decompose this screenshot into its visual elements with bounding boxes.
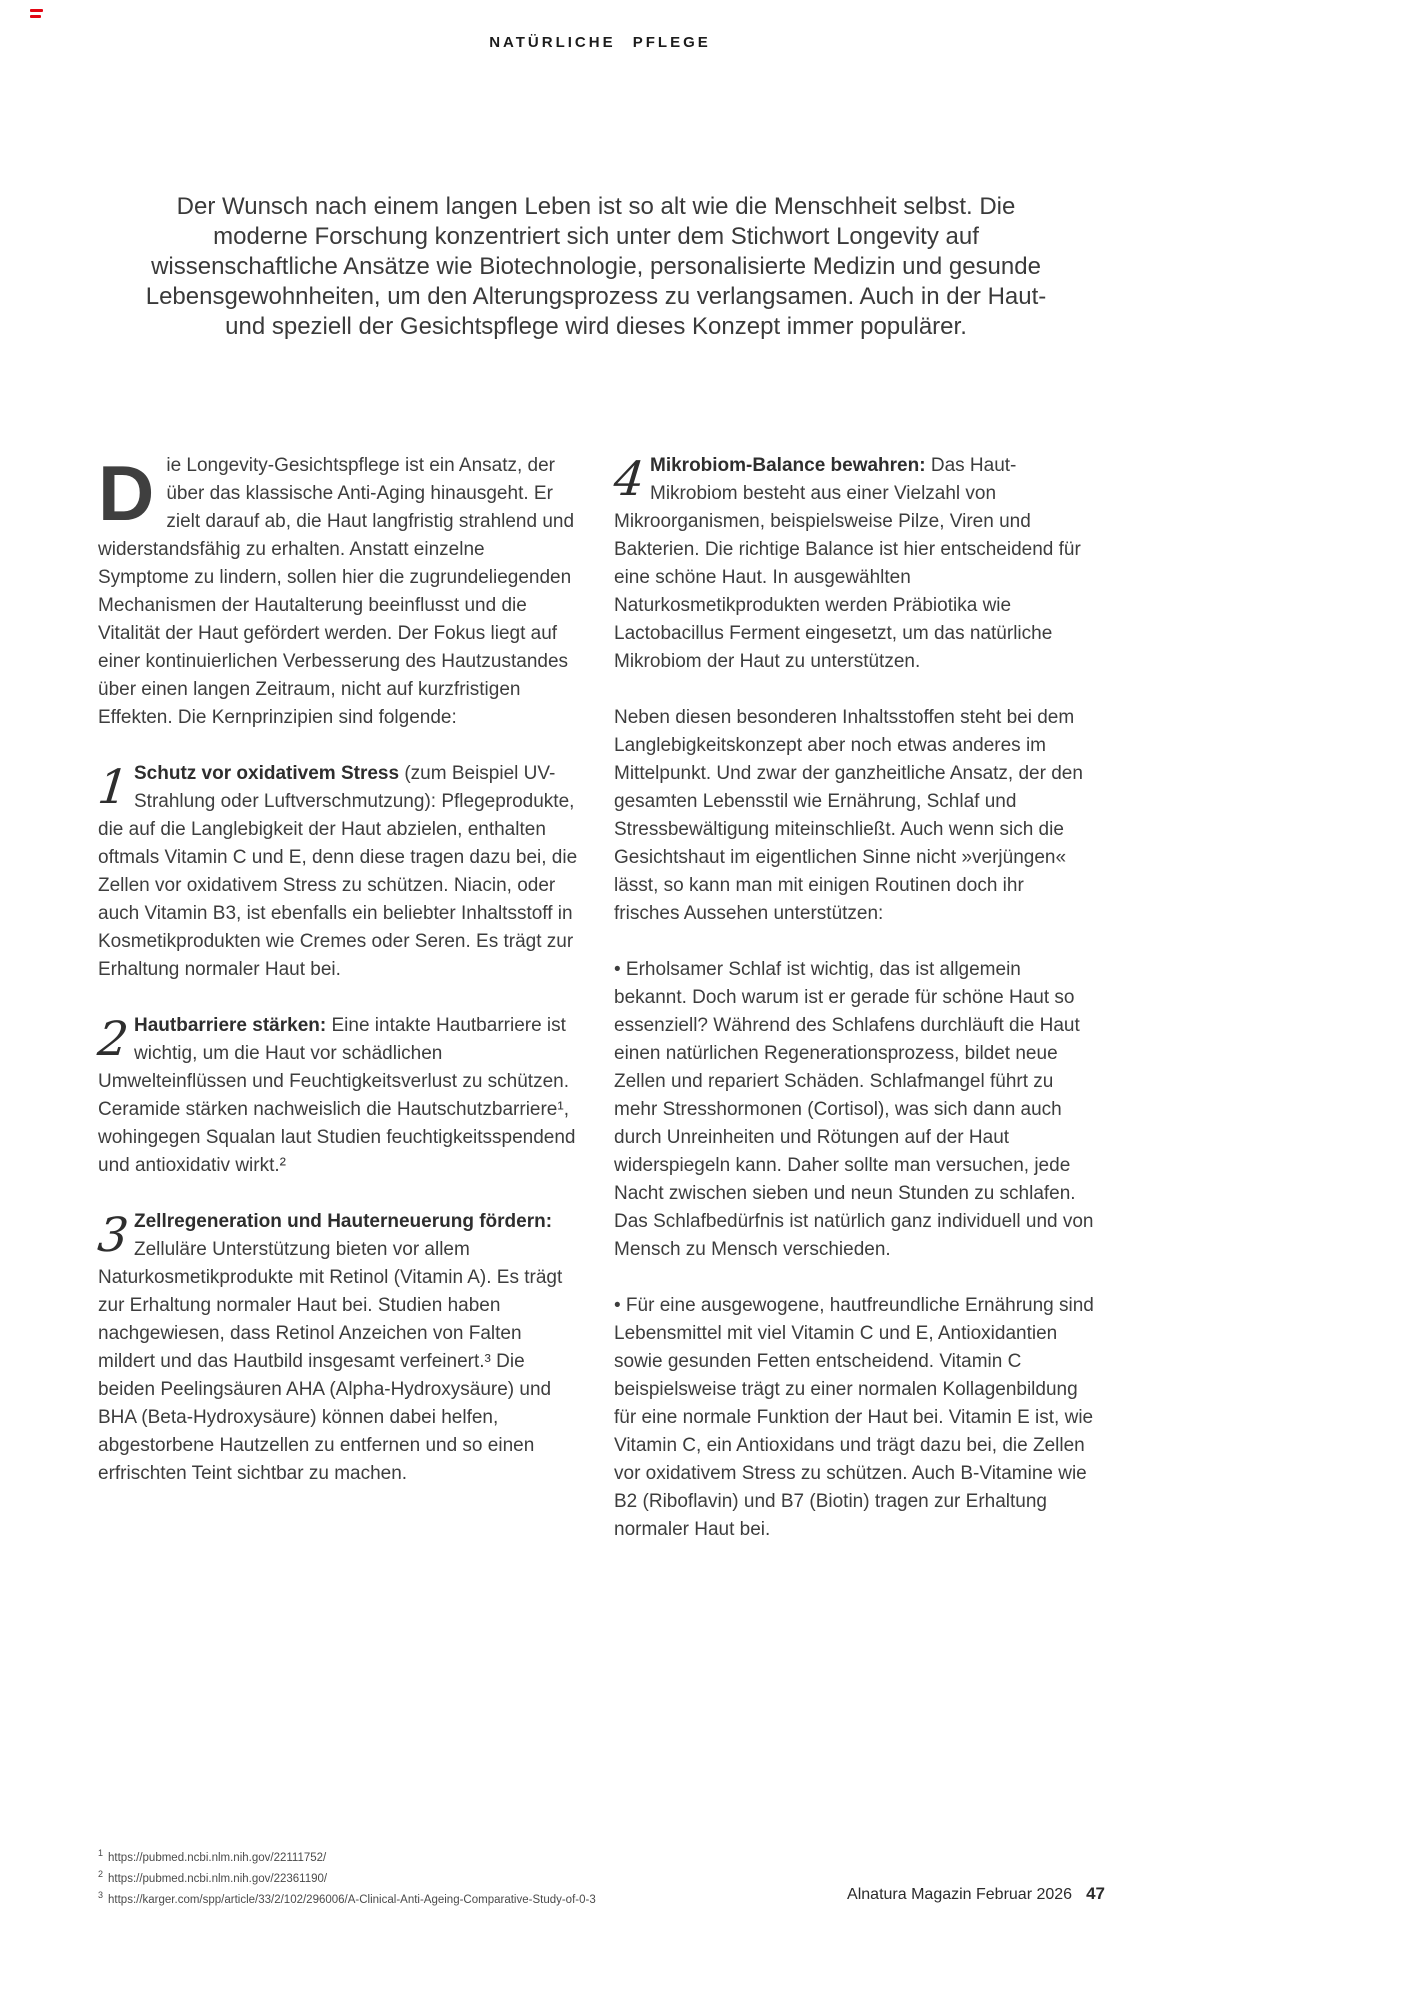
page-footer — [95, 1884, 1105, 1904]
principle-title-1: Schutz vor oxidativem Stress — [134, 763, 400, 784]
left-column — [95, 449, 578, 1544]
footer-page-number: 47 — [1086, 1884, 1105, 1903]
article-columns — [95, 449, 1094, 1544]
bullet-nutrition: • Für eine ausgewogene, hautfreundliche Ernährung sind Lebensmittel mit viel Vitamin C und E, Antioxidantien sowie gesunden Fetten entscheidend. Vitamin C beispielsweise trägt zu einer normalen Kollagenbildung für eine normale Funktion der Haut bei. Vitamin E ist, wie Vitamin C, ein Antioxidans und trägt dazu bei, die Zellen vor oxidativem Stress zu schützen. Auch B-Vitamine wie B2 (Riboflavin) und B7 (Biotin) tragen zur Erhaltung normaler Haut bei. — [614, 1295, 1094, 1540]
holistic-paragraph: Neben diesen besonderen Inhaltsstoffen steht bei dem Langlebigkeitskonzept aber noch etwas anderes im Mittelpunkt. Und zwar der ganzheitliche Ansatz, der den gesamten Lebensstil wie Ernährung, Schlaf und Stressbewältigung miteinschließt. Auch wenn sich die Gesichtshaut im eigentlichen Sinne nicht »verjüngen« lässt, so kann man mit einigen Routinen doch ihr frisches Aussehen unterstützen: — [614, 707, 1083, 924]
footnote-url-1: https://pubmed.ncbi.nlm.nih.gov/22111752/ — [108, 1851, 327, 1864]
footnote-marker-1: 1 — [98, 1848, 104, 1858]
principle-number-1: 1 — [95, 760, 131, 815]
principle-item-1 — [95, 760, 578, 984]
principle-body-2: Eine intakte Hautbarriere ist wichtig, um die Haut vor schädlichen Umwelteinflüssen und Feuchtigkeitsverlust zu schützen. Ceramide stärken nachweislich die Hautschutzbarriere¹, wohingegen Squalan laut Studien feuchtigkeitsspendend und antioxidativ wirkt.² — [98, 1015, 576, 1176]
footer-magazine-label: Alnatura Magazin Februar 2026 — [847, 1886, 1073, 1903]
lead-paragraph — [98, 449, 578, 732]
bullet-sleep: • Erholsamer Schlaf ist wichtig, das ist allgemein bekannt. Doch warum ist er gerade für schöne Haut so essenziell? Während des Schlafens durchläuft die Haut einen natürlichen Regenerationsprozess, bildet neue Zellen und repariert Schäden. Schlafmangel führt zu mehr Stresshormonen (Cortisol), was sich dann auch durch Unreinheiten und Rötungen auf der Haut widerspiegeln kann. Daher sollte man versuchen, jede Nacht zwischen sieben und neun Stunden zu schlafen. Das Schlafbedürfnis ist natürlich ganz individuell und von Mensch zu Mensch verschieden. — [614, 959, 1094, 1260]
principle-item-2 — [95, 1012, 578, 1180]
principle-body-4: Das Haut-Mikrobiom besteht aus einer Vielzahl von Mikroorganismen, beispielsweise Pilze, Viren und Bakterien. Die richtige Balance ist hier entscheidend für eine schöne Haut. In ausgewählten Naturkosmetikprodukten werden Präbiotika wie Lactobacillus Ferment eingesetzt, um das natürliche Mikrobiom der Haut zu unterstützen. — [614, 455, 1081, 672]
principle-item-4 — [611, 452, 1094, 676]
brand-mark-icon — [30, 9, 43, 18]
footnote-url-3: https://karger.com/spp/article/33/2/102/296006/A-Clinical-Anti-Ageing-Comparative-Study-of-0-3 — [108, 1893, 596, 1906]
principle-title-3: Zellregeneration und Hauterneuerung fördern: — [134, 1211, 553, 1232]
intro-deck: Der Wunsch nach einem langen Leben ist so alt wie die Menschheit selbst. Die moderne Forschung konzentriert sich unter dem Stichwort Longevity auf wissenschaftliche Ansätze wie Biotechnologie, personalisierte Medizin und gesunde Lebensgewohnheiten, um den Alterungsprozess zu verlangsamen. Auch in der Haut- und speziell der Gesichtspflege wird dieses Konzept immer populärer. — [145, 193, 1047, 340]
lead-text: ie Longevity-Gesichtspflege ist ein Ansatz, der über das klassische Anti-Aging hinausgeht. Er zielt darauf ab, die Haut langfristig strahlend und widerstandsfähig zu erhalten. Anstatt einzelne Symptome zu lindern, sollen hier die zugrundeliegenden Mechanismen der Hautalterung beeinflusst und die Vitalität der Haut gefördert werden. Der Fokus liegt auf einer kontinuierlichen Verbesserung des Hautzustandes über einen langen Zeitraum, nicht auf kurzfristigen Effekten. Die Kernprinzipien sind folgende: — [98, 455, 575, 728]
footnote-marker-2: 2 — [98, 1868, 104, 1879]
section-kicker: NATÜRLICHE PFLEGE — [489, 34, 711, 51]
footnote-1 — [98, 1845, 596, 1866]
principle-item-3 — [95, 1208, 578, 1488]
right-column — [611, 452, 1094, 1544]
brand-bar-top — [30, 9, 43, 12]
principle-title-4: Mikrobiom-Balance bewahren: — [650, 455, 926, 476]
footnote-url-2: https://pubmed.ncbi.nlm.nih.gov/22361190/ — [108, 1872, 328, 1885]
principle-number-4: 4 — [611, 452, 647, 507]
principle-number-3: 3 — [95, 1208, 131, 1263]
principle-title-2: Hautbarriere stärken: — [134, 1015, 327, 1036]
principle-body-1: (zum Beispiel UV-Strahlung oder Luftverschmutzung): Pflegeprodukte, die auf die Langlebigkeit der Haut abzielen, enthalten oftmals Vitamin C und E, denn diese tragen dazu bei, die Zellen vor oxidativem Stress zu schützen. Niacin, oder auch Vitamin B3, ist ebenfalls ein beliebter Inhaltsstoff in Kosmetikprodukten wie Cremes oder Seren. Es trägt zur Erhaltung normaler Haut bei. — [98, 763, 578, 980]
footnote-marker-3: 3 — [98, 1889, 104, 1900]
dropcap-letter: D — [98, 449, 155, 537]
brand-bar-bottom — [30, 15, 41, 18]
principle-body-3: Zelluläre Unterstützung bieten vor allem Naturkosmetikprodukte mit Retinol (Vitamin A). Es trägt zur Erhaltung normaler Haut bei. Studien haben nachgewiesen, dass Retinol Anzeichen von Falten mildert und das Hautbild insgesamt verfeinert.³ Die beiden Peelingsäuren AHA (Alpha-Hydroxysäure) und BHA (Beta-Hydroxysäure) können dabei helfen, abgestorbene Hautzellen zu entfernen und so einen erfrischten Teint sichtbar zu machen. — [98, 1239, 563, 1484]
principle-number-2: 2 — [95, 1012, 131, 1067]
